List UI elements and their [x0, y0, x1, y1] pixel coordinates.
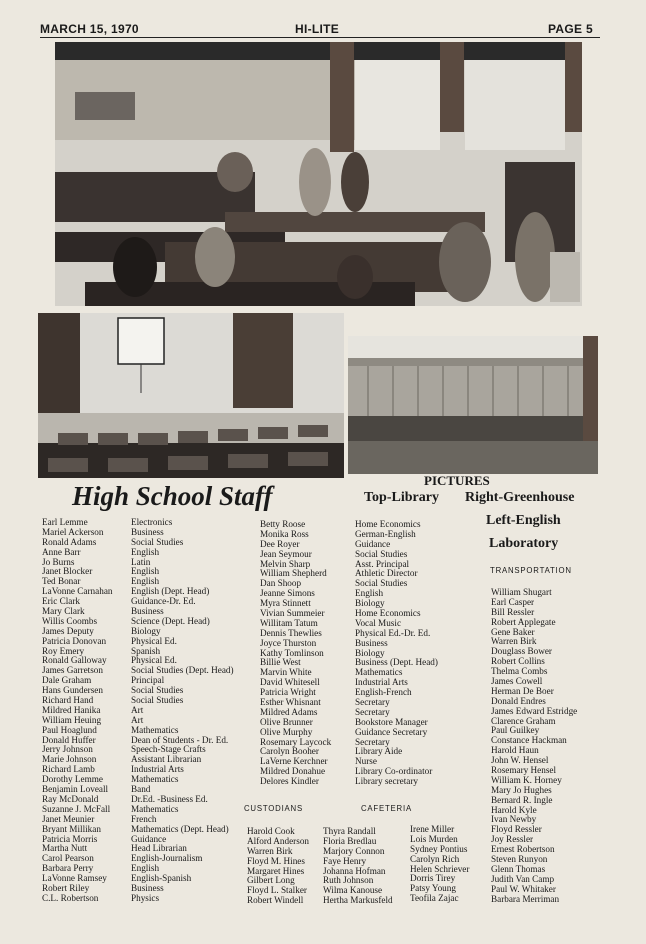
- transportation-name: Ernest Robertson: [491, 844, 555, 855]
- custodian-name: Faye Henry: [323, 855, 367, 866]
- transportation-name: Rosemary Hensel: [491, 765, 557, 776]
- staff-subject: Mathematics (Dept. Head): [131, 823, 229, 834]
- staff-subject: Social Studies: [131, 685, 184, 696]
- staff-name: Dee Royer: [260, 538, 300, 549]
- staff-name: Patricia Donovan: [42, 635, 107, 646]
- staff-name: David Whitesell: [260, 677, 320, 688]
- staff-name: Barbara Perry: [42, 863, 94, 874]
- staff-subject: Physical Ed.-Dr. Ed.: [355, 627, 431, 638]
- custodian-name: Floyd M. Hines: [247, 855, 305, 866]
- staff-subject: Secretary: [355, 697, 390, 708]
- library-photo: [55, 42, 582, 306]
- staff-name: Jo Burns: [42, 556, 75, 567]
- staff-name: Roy Emery: [42, 645, 85, 656]
- staff-subject: English: [131, 566, 160, 577]
- staff-subject: Physics: [131, 892, 160, 903]
- staff-subject: Speech-Stage Crafts: [131, 744, 206, 755]
- transportation-name: Harold Kyle: [491, 804, 537, 815]
- staff-name: Hans Gundersen: [42, 685, 103, 696]
- staff-subject: Home Economics: [355, 519, 421, 529]
- staff-subject: Library secretary: [355, 776, 418, 787]
- transportation-name: Donald Endres: [491, 695, 546, 706]
- staff-subject: Library Co-ordinator: [355, 766, 433, 777]
- staff-subject: Secretary: [355, 736, 390, 747]
- staff-name: Esther Whisnant: [260, 697, 321, 708]
- staff-subject: English: [131, 863, 160, 874]
- staff-subject: Business: [131, 526, 164, 537]
- staff-subject: Mathematics: [131, 724, 179, 735]
- english-laboratory-photo: [38, 313, 344, 478]
- staff-name: Anne Barr: [42, 546, 81, 557]
- staff-name: Olive Brunner: [260, 716, 313, 727]
- custodian-name: Hertha Markusfeld: [323, 895, 393, 906]
- staff-name: Willitam Tatum: [260, 617, 318, 628]
- transportation-name: Bernard R. Ingle: [491, 794, 553, 805]
- staff-subject: Mathematics: [131, 774, 179, 785]
- staff-subject: Social Studies (Dept. Head): [131, 665, 234, 676]
- staff-name: Bryant Millikan: [42, 823, 101, 834]
- transportation-name: Glenn Thomas: [491, 863, 546, 874]
- cafeteria-name: Patsy Young: [410, 883, 456, 894]
- caption-top: Top-Library: [364, 490, 439, 505]
- staff-name: Mary Clark: [42, 606, 85, 617]
- staff-names-col2: [260, 520, 331, 787]
- staff-name: Delores Kindler: [260, 776, 319, 787]
- staff-subject: English-French: [355, 687, 412, 698]
- staff-subject: Biology: [355, 647, 385, 658]
- staff-subject: Mathematics: [355, 667, 403, 678]
- staff-name: C.L. Robertson: [42, 892, 99, 903]
- staff-name: Vivian Summeier: [260, 608, 325, 619]
- masthead-rule: [40, 37, 600, 38]
- staff-subject: Spanish: [131, 645, 161, 656]
- staff-subject: Physical Ed.: [131, 655, 177, 666]
- custodians-col-b: [323, 827, 393, 906]
- transportation-name: Douglass Bower: [491, 646, 552, 657]
- staff-subject: Science (Dept. Head): [131, 615, 210, 626]
- staff-name: LaVonne Ramsey: [42, 873, 107, 884]
- caption-left-cont: Laboratory: [489, 536, 559, 551]
- staff-name: Richard Lamb: [42, 764, 95, 775]
- transportation-name: William Shugart: [491, 587, 552, 597]
- custodian-name: Margaret Hines: [247, 865, 305, 876]
- transportation-name: Steven Runyon: [491, 854, 548, 865]
- staff-name: Rosemary Laycock: [260, 736, 332, 747]
- staff-subject: Business: [131, 606, 164, 617]
- staff-name: Janet Meunier: [42, 813, 95, 824]
- staff-name: Donald Huffer: [42, 734, 96, 745]
- staff-name: LaVonne Carnahan: [42, 586, 113, 597]
- transportation-name: William K. Horney: [491, 774, 562, 785]
- staff-subject: Nurse: [355, 756, 377, 767]
- transportation-name: Thelma Combs: [491, 666, 548, 677]
- staff-name: Paul Hoaglund: [42, 724, 97, 735]
- staff-name: Dan Shoop: [260, 578, 302, 589]
- staff-subject: Asst. Principal: [355, 558, 410, 569]
- staff-subject: Home Economics: [355, 608, 421, 619]
- staff-subject: English (Dept. Head): [131, 586, 210, 597]
- custodian-name: Warren Birk: [247, 845, 293, 856]
- page-number: PAGE 5: [548, 22, 593, 36]
- custodians-heading: CUSTODIANS: [244, 804, 303, 813]
- cafeteria-name: Carolyn Rich: [410, 853, 460, 864]
- staff-name: Marvin White: [260, 667, 312, 678]
- cafeteria-name: Sydney Pontius: [410, 843, 468, 854]
- paper-name: HI-LITE: [295, 22, 340, 36]
- cafeteria-heading: CAFETERIA: [361, 804, 412, 813]
- staff-subject: Biology: [355, 598, 385, 609]
- transportation-name: Gene Baker: [491, 626, 535, 637]
- transportation-name: Judith Van Camp: [491, 873, 555, 884]
- staff-subject: Business: [355, 637, 388, 648]
- transportation-name: Joy Ressler: [491, 834, 534, 845]
- transportation-name: Floyd Ressler: [491, 824, 542, 835]
- cafeteria-name: Dorris Tirey: [410, 873, 456, 884]
- staff-name: James Deputy: [42, 625, 94, 636]
- transportation-list: [491, 588, 577, 905]
- transportation-name: James Cowell: [491, 676, 543, 687]
- staff-subject: Industrial Arts: [131, 764, 184, 775]
- transportation-name: Warren Birk: [491, 636, 537, 647]
- cafeteria-name: Helen Schriever: [410, 863, 470, 874]
- custodian-name: Robert Windell: [247, 895, 304, 906]
- staff-name: Jerry Johnson: [42, 744, 93, 755]
- staff-name: Joyce Thurston: [260, 637, 317, 648]
- staff-subject: Guidance Secretary: [355, 726, 428, 737]
- staff-name: Jeanne Simons: [260, 588, 315, 599]
- staff-name: LaVerne Kerchner: [260, 756, 328, 767]
- staff-name: Carolyn Booher: [260, 746, 319, 757]
- staff-name: William Shepherd: [260, 568, 327, 579]
- custodians-col-a: [247, 827, 309, 906]
- transportation-name: Barbara Merriman: [491, 893, 560, 904]
- staff-name: Dorothy Lemme: [42, 774, 103, 785]
- staff-subject: Business (Dept. Head): [355, 657, 438, 668]
- transportation-name: Robert Applegate: [491, 616, 556, 627]
- staff-name: Ronald Adams: [42, 536, 97, 547]
- staff-subject: English-Journalism: [131, 853, 203, 864]
- staff-name: Richard Hand: [42, 695, 94, 706]
- staff-subject: Assistant Librarian: [131, 754, 202, 765]
- staff-subject: French: [131, 813, 157, 824]
- staff-name: James Garretson: [42, 665, 103, 676]
- custodian-name: Thyra Randall: [323, 826, 376, 836]
- transportation-name: Ivan Newby: [491, 814, 537, 825]
- staff-name: Martha Nutt: [42, 843, 88, 854]
- greenhouse-photo: [348, 336, 598, 474]
- staff-subject: Art: [131, 704, 144, 715]
- staff-name: Olive Murphy: [260, 726, 313, 737]
- staff-name: Mildred Donahue: [260, 766, 326, 777]
- staff-name: Kathy Tomlinson: [260, 647, 324, 658]
- transportation-name: Bill Ressler: [491, 606, 535, 617]
- staff-subject: Mathematics: [131, 803, 179, 814]
- staff-subject: Physical Ed.: [131, 635, 177, 646]
- staff-subjects-col1: [131, 518, 234, 904]
- staff-subject: Electronics: [131, 517, 173, 527]
- staff-subject: English: [355, 588, 384, 599]
- staff-name: Dennis Thewlies: [260, 627, 322, 638]
- staff-subject: German-English: [355, 528, 416, 539]
- staff-name: Ted Bonar: [42, 576, 81, 587]
- caption-right: Right-Greenhouse: [465, 490, 575, 505]
- staff-subject: Principal: [131, 675, 165, 686]
- custodian-name: Wilma Kanouse: [323, 885, 383, 896]
- transportation-name: Mary Jo Hughes: [491, 784, 552, 795]
- staff-subject: Social Studies: [131, 695, 184, 706]
- transportation-name: Clarence Graham: [491, 715, 556, 726]
- staff-subject: Guidance: [355, 538, 391, 549]
- staff-subject: Library Aide: [355, 746, 403, 757]
- staff-name: Willis Coombs: [42, 615, 98, 626]
- custodian-name: Harold Cook: [247, 826, 295, 836]
- transportation-heading: TRANSPORTATION: [490, 566, 572, 575]
- staff-subject: English: [131, 546, 160, 557]
- captions-heading: PICTURES: [424, 473, 490, 488]
- staff-subject: Guidance: [131, 833, 167, 844]
- staff-subject: Bookstore Manager: [355, 716, 428, 727]
- cafeteria-list: [410, 825, 469, 904]
- custodian-name: Johanna Hofman: [323, 865, 386, 876]
- custodian-name: Gilbert Long: [247, 875, 295, 886]
- custodian-name: Floria Bredlau: [323, 835, 377, 846]
- transportation-name: Harold Haun: [491, 745, 539, 756]
- issue-date: MARCH 15, 1970: [40, 22, 139, 36]
- transportation-name: Constance Hackman: [491, 735, 567, 746]
- staff-subject: Vocal Music: [355, 617, 402, 628]
- staff-name: William Heuing: [42, 714, 102, 725]
- staff-subject: Secretary: [355, 706, 390, 717]
- staff-name: Betty Roose: [260, 519, 306, 529]
- custodian-name: Marjory Connon: [323, 845, 385, 856]
- staff-name: Dale Graham: [42, 675, 92, 686]
- staff-name: Janet Blocker: [42, 566, 93, 577]
- staff-subject: Latin: [131, 556, 151, 567]
- staff-name: Jean Seymour: [260, 548, 312, 559]
- staff-subject: Dr.Ed. -Business Ed.: [131, 793, 208, 804]
- page-title: High School Staff: [72, 481, 273, 511]
- staff-name: Ray McDonald: [42, 793, 99, 804]
- staff-name: Earl Lemme: [42, 517, 88, 527]
- staff-name: Mildred Hanika: [42, 704, 101, 715]
- transportation-name: Paul W. Whitaker: [491, 883, 556, 894]
- staff-name: Patricia Morris: [42, 833, 98, 844]
- transportation-name: John W. Hensel: [491, 755, 549, 766]
- staff-name: Patricia Wright: [260, 687, 316, 698]
- staff-subject: Band: [131, 784, 151, 795]
- staff-name: Eric Clark: [42, 596, 81, 607]
- staff-subject: Social Studies: [131, 536, 184, 547]
- transportation-name: Herman De Boer: [491, 685, 554, 696]
- staff-name: Suzanne J. McFall: [42, 803, 111, 814]
- custodian-name: Ruth Johnson: [323, 875, 374, 886]
- transportation-name: Earl Casper: [491, 596, 535, 607]
- staff-name: Melvin Sharp: [260, 558, 311, 569]
- transportation-name: Paul Guilkey: [491, 725, 540, 736]
- staff-name: Marie Johnson: [42, 754, 97, 765]
- staff-name: Robert Riley: [42, 882, 90, 893]
- cafeteria-name: Irene Miller: [410, 824, 455, 834]
- staff-name: Carol Pearson: [42, 853, 94, 864]
- staff-subject: Social Studies: [355, 548, 408, 559]
- staff-subject: Social Studies: [355, 578, 408, 589]
- staff-subject: Guidance-Dr. Ed.: [131, 596, 196, 607]
- staff-subject: English: [131, 576, 160, 587]
- staff-names-col1: [42, 518, 113, 904]
- staff-name: Monika Ross: [260, 528, 309, 539]
- staff-subject: Art: [131, 714, 144, 725]
- staff-name: Billie West: [260, 657, 301, 668]
- cafeteria-name: Teofila Zajac: [410, 893, 459, 904]
- staff-subject: Business: [131, 882, 164, 893]
- staff-subject: Dean of Students - Dr. Ed.: [131, 734, 229, 745]
- staff-name: Ronald Galloway: [42, 655, 107, 666]
- custodian-name: Alford Anderson: [247, 835, 310, 846]
- cafeteria-name: Lois Murden: [410, 833, 458, 844]
- staff-subjects-col2: [355, 520, 438, 787]
- staff-name: Benjamin Loveall: [42, 784, 109, 795]
- staff-subject: Athletic Director: [355, 568, 418, 579]
- staff-name: Myra Stinnett: [260, 598, 311, 609]
- staff-name: Mildred Adams: [260, 706, 318, 717]
- transportation-name: James Edward Estridge: [491, 705, 578, 716]
- staff-subject: Biology: [131, 625, 161, 636]
- caption-left: Left-English: [486, 513, 561, 528]
- staff-name: Mariel Ackerson: [42, 526, 104, 537]
- staff-subject: English-Spanish: [131, 873, 192, 884]
- staff-subject: Head Librarian: [131, 843, 187, 854]
- custodian-name: Floyd L. Stalker: [247, 885, 307, 896]
- transportation-name: Robert Collins: [491, 656, 545, 667]
- staff-subject: Industrial Arts: [355, 677, 408, 688]
